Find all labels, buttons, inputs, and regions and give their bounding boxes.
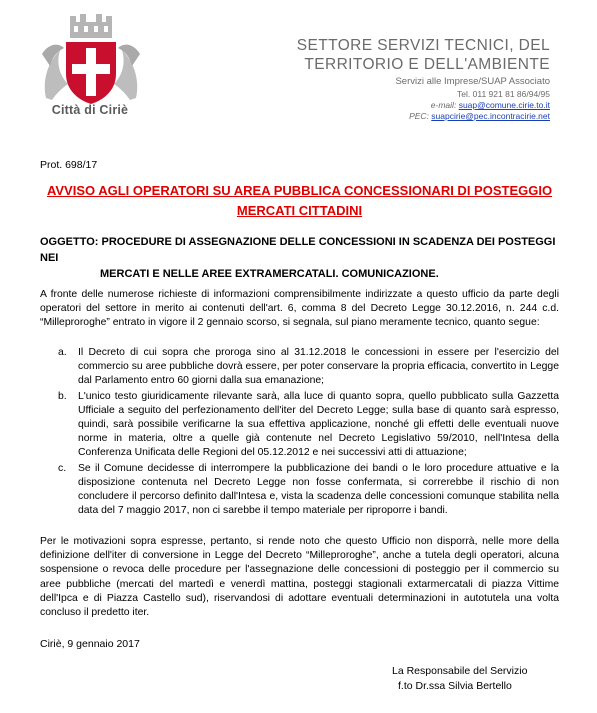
city-crest-icon <box>38 14 144 106</box>
signature-name: f.to Dr.ssa Silvia Bertello <box>398 680 512 692</box>
office-title-line2: TERRITORIO E DELL'AMBIENTE <box>304 56 550 73</box>
list-item <box>40 346 559 389</box>
letterhead <box>0 0 597 140</box>
notice-title-line2: MERCATI CITTADINI <box>236 203 363 218</box>
office-title-line1: SETTORE SERVIZI TECNICI, DEL <box>296 37 550 54</box>
office-block <box>250 36 550 122</box>
office-pec-row <box>250 111 550 122</box>
list-item <box>40 462 559 519</box>
email-label: e-mail: <box>430 100 457 110</box>
list-item-text: Il Decreto di cui sopra che proroga sino al 31.12.2018 le concessioni in essere per l'esercizio del commercio su aree pubbliche dovrà essere, per poter conservare la propria efficacia, convertito in Legge dal Parlamento entro 60 giorni dalla sua emanazione; <box>78 347 559 387</box>
email-link[interactable]: suap@comune.cirie.to.it <box>458 100 550 110</box>
notice-title-line1: AVVISO AGLI OPERATORI SU AREA PUBBLICA CONCESSIONARI DI POSTEGGIO <box>46 183 553 198</box>
office-subtitle: Servizi alle Imprese/SUAP Associato <box>395 76 550 87</box>
list-marker: b. <box>58 390 67 402</box>
city-name: Città di Ciriè <box>51 103 129 117</box>
list-item-text: Se il Comune decidesse di interrompere la pubblicazione dei bandi o le loro procedure attuative e la disposizione contenuta nel Decreto Legge non fosse confermata, si correrebbe il rischio di non concludere il percorso definito dall'Intesa e, vista la scadenza delle concessioni comunque stabilita nella data del 7 maggio 2017, non ci sarebbe il tempo materiale per riproporre i bandi. <box>78 462 559 517</box>
pec-label: PEC: <box>409 111 429 121</box>
office-phone: Tel. 011 921 81 86/94/95 <box>457 89 550 99</box>
signature-role: La Responsabile del Servizio <box>392 665 528 677</box>
conclusion-paragraph: Per le motivazioni sopra espresse, pertanto, si rende noto che questo Ufficio non disporrà, nelle more della definizione dell'iter di conversione in Legge del Decreto “Milleproroghe”, anche a tutela degli operatori, alcuna sospensione o revoca delle procedure per l'assegnazione delle concessioni di posteggio per il commercio su aree pubbliche (mercati del martedì e venerdì mattina, posteggi stagionali extarmercatali di piazza Vittime dell'Ipca e di Piazza Castello sud), riservandosi di adottare eventuali determinazioni in autotutela una volta concluso il predetto iter. <box>40 536 559 619</box>
intro-paragraph: A fronte delle numerose richieste di informazioni comprensibilmente indirizzate a questo ufficio da parte degli operatori del settore in merito ai contenuti dell'art. 6, comma 8 del Decreto Legge 30.12.2016, n. 244 c.d. “Milleproroghe” entrato in vigore il 2 gennaio scorso, si segnala, sul piano meramente tecnico, quanto segue: <box>40 289 559 329</box>
notice-title <box>40 181 559 221</box>
document-date: Ciriè, 9 gennaio 2017 <box>40 638 140 650</box>
subject-line2: MERCATI E NELLE AREE EXTRAMERCATALI. COMUNICAZIONE. <box>100 268 439 280</box>
office-email-row <box>250 100 550 111</box>
pec-link[interactable]: suapcirie@pec.incontracirie.net <box>431 111 550 121</box>
subject <box>40 234 559 282</box>
list-marker: c. <box>58 462 67 474</box>
list-item <box>40 390 559 461</box>
points-list <box>40 346 559 519</box>
protocol-number: Prot. 698/17 <box>40 159 98 171</box>
list-marker: a. <box>58 347 67 358</box>
subject-line1: OGGETTO: PROCEDURE DI ASSEGNAZIONE DELLE CONCESSIONI IN SCADENZA DEI POSTEGGI NEI <box>40 236 556 264</box>
list-item-text: L'unico testo giuridicamente rilevante sarà, alla luce di quanto sopra, quello pubblicato sulla Gazzetta Ufficiale a seguito del perfezionamento dell'iter del Decreto Legge; sulla base di quanto sarà espresso, quindi, sarà possibile verificarne la sua effettiva applicazione, nonché gli effetti delle eventuali nuove norme in materia, oltre a quelle già contenute nel Decreto Legislativo 59/2010, nell'Intesa della Conferenza Unificata delle Regioni del 05.12.2012 e nei successivi atti di attuazione; <box>78 390 559 459</box>
signature-block <box>392 664 572 694</box>
